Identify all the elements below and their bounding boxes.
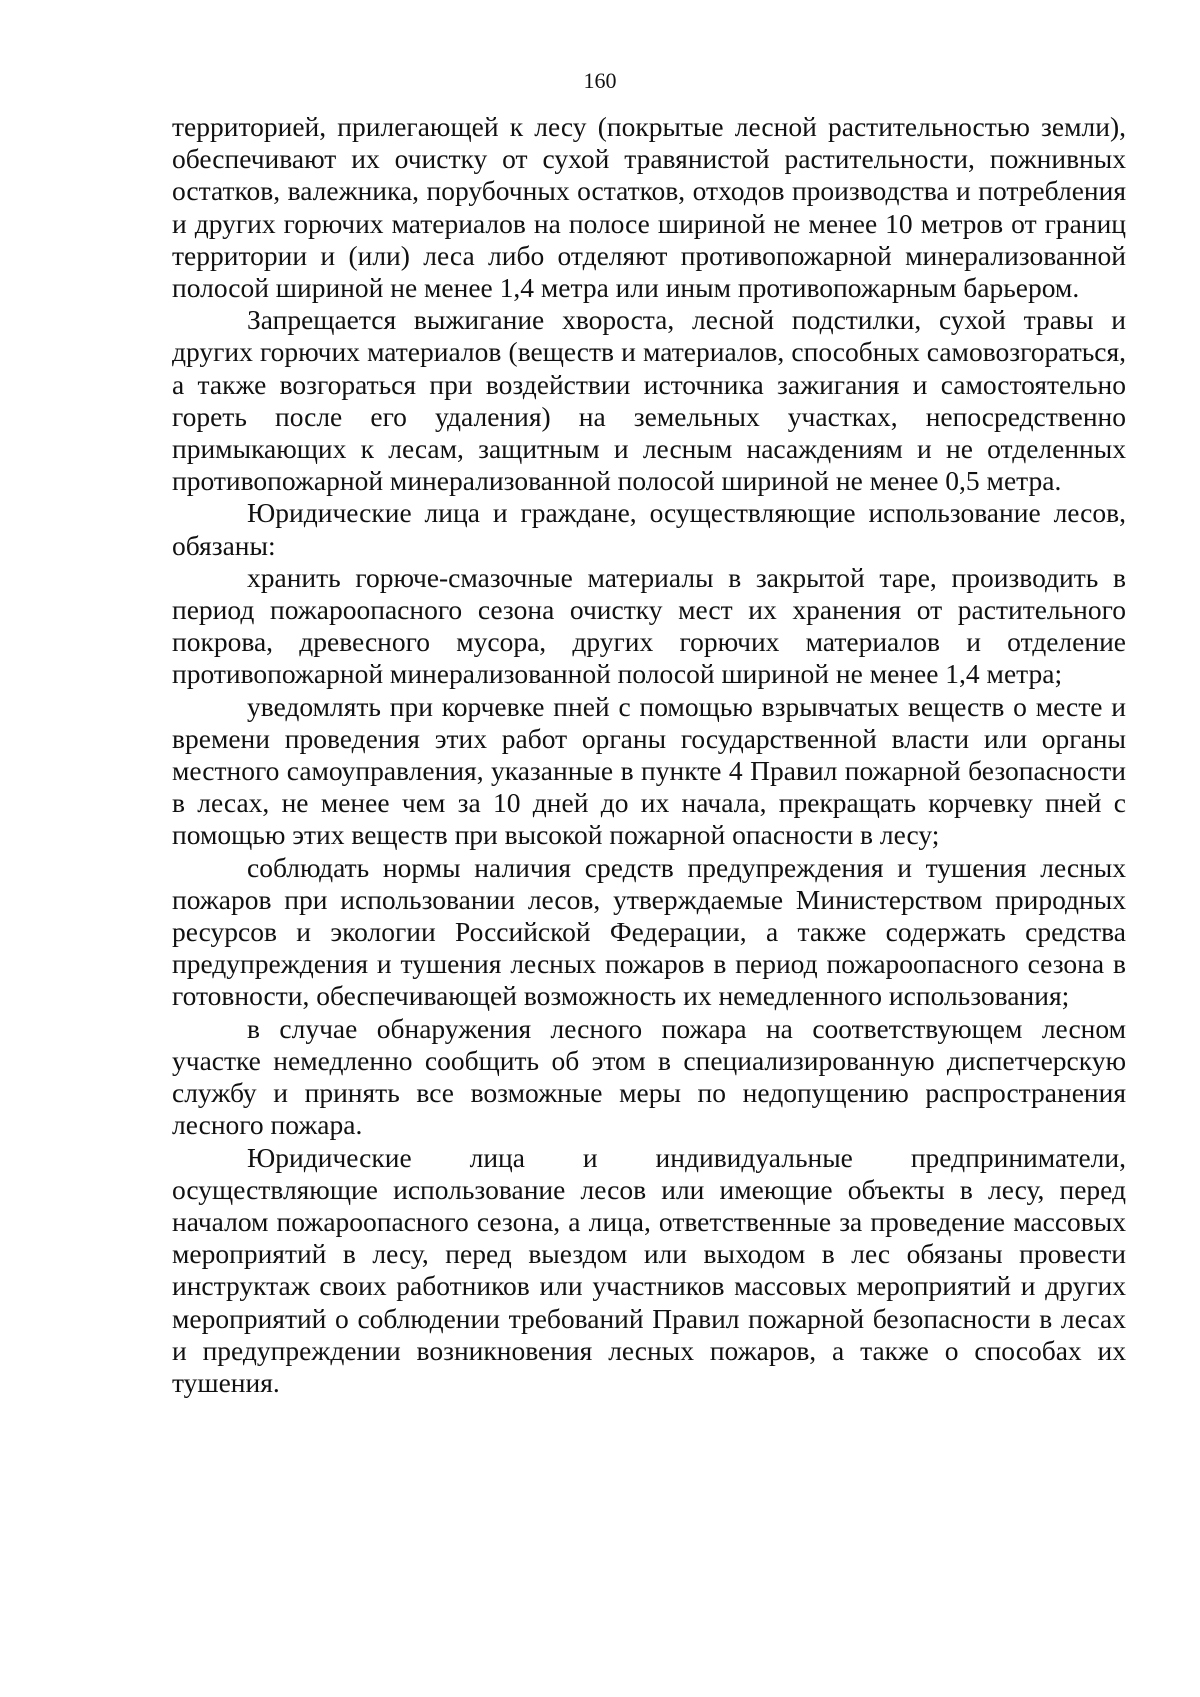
paragraph-burning-prohibition: Запрещается выжигание хвороста, лесной подстилки, сухой травы и других горючих материалов (веществ и материалов, способных самовозгораться, а также возгораться при воздействии источника зажигания и самостоятельно гореть после его удаления) на земельных участках, непосредственно примыкающих к лесам, защитным и лесным насаждениям и не отделенных противопожарной минерализованной полосой шириной не менее 0,5 метра. — [172, 304, 1126, 497]
document-body — [172, 111, 1126, 1399]
paragraph-fuel-storage: хранить горюче-смазочные материалы в закрытой таре, производить в период пожароопасного сезона очистку мест их хранения от растительного покрова, древесного мусора, других горючих материалов и отделение противопожарной минерализованной полосой шириной не менее 1,4 метра; — [172, 561, 1126, 690]
paragraph-firefighting-means: соблюдать нормы наличия средств предупреждения и тушения лесных пожаров при использовании лесов, утверждаемые Министерством природных ресурсов и экологии Российской Федерации, а также содержать средства предупреждения и тушения лесных пожаров в период пожароопасного сезона в готовности, обеспечивающей возможность их немедленного использования; — [172, 851, 1126, 1012]
paragraph-briefing: Юридические лица и индивидуальные предприниматели, осуществляющие использование лесов или имеющие объекты в лесу, перед началом пожароопасного сезона, а лица, ответственные за проведение массовых мероприятий в лесу, перед выездом или выходом в лес обязаны провести инструктаж своих работников или участников массовых мероприятий и других мероприятий о соблюдении требований Правил пожарной безопасности в лесах и предупреждении возникновения лесных пожаров, а также о способах их тушения. — [172, 1141, 1126, 1398]
paragraph-stump-removal: уведомлять при корчевке пней с помощью взрывчатых веществ о месте и времени проведения этих работ органы государственной власти или органы местного самоуправления, указанные в пункте 4 Правил пожарной безопасности в лесах, не менее чем за 10 дней до их начала, прекращать корчевку пней с помощью этих веществ при высокой пожарной опасности в лесу; — [172, 690, 1126, 851]
paragraph-continuation: территорией, прилегающей к лесу (покрытые лесной растительностью земли), обеспечивают их очистку от сухой травянистой растительности, пожнивных остатков, валежника, порубочных остатков, отходов производства и потребления и других горючих материалов на полосе шириной не менее 10 метров от границ территории и (или) леса либо отделяют противопожарной минерализованной полосой шириной не менее 1,4 метра или иным противопожарным барьером. — [172, 111, 1126, 304]
paragraph-obligations-intro: Юридические лица и граждане, осуществляющие использование лесов, обязаны: — [172, 497, 1126, 561]
page-number: 160 — [583, 68, 617, 93]
paragraph-fire-detection: в случае обнаружения лесного пожара на соответствующем лесном участке немедленно сообщить об этом в специализированную диспетчерскую службу и принять все возможные меры по недопущению распространения лесного пожара. — [172, 1012, 1126, 1141]
